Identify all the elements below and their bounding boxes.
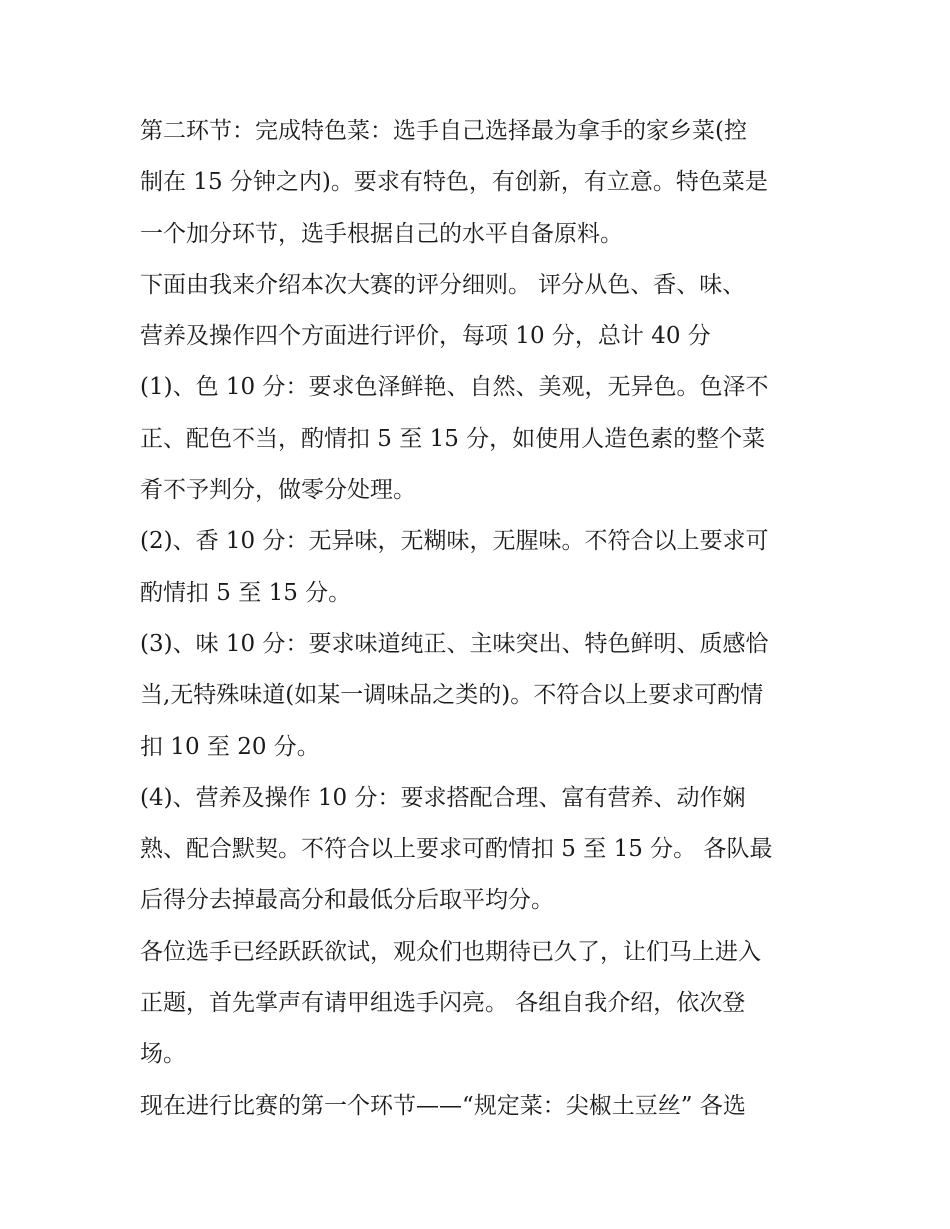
text-line: 当,无特殊味道(如某一调味品之类的)。不符合以上要求可酌情 — [140, 682, 764, 709]
text-line: 下面由我来介绍本次大赛的评分细则。 评分从色、香、味、 — [140, 271, 746, 298]
text-line: 正题，首先掌声有请甲组选手闪亮。 各组自我介绍，依次登 — [140, 990, 746, 1017]
text-line: 一个加分环节，选手根据自己的水平自备原料。 — [140, 220, 623, 247]
text-line: (1)、色 10 分：要求色泽鲜艳、自然、美观，无异色。色泽不 — [140, 374, 769, 401]
text-line: 现在进行比赛的第一个环节——“规定菜：尖椒土豆丝” 各选 — [140, 1092, 746, 1119]
text-line: 正、配色不当，酌情扣 5 至 15 分，如使用人造色素的整个菜 — [140, 425, 766, 452]
text-line: 场。 — [140, 1041, 186, 1068]
text-line: 酌情扣 5 至 15 分。 — [140, 579, 352, 606]
text-line: 熟、配合默契。不符合以上要求可酌情扣 5 至 15 分。 各队最 — [140, 836, 773, 863]
text-line: 扣 10 至 20 分。 — [140, 733, 320, 760]
document-body — [140, 106, 815, 1132]
text-line: 各位选手已经跃跃欲试，观众们也期待已久了，让们马上进入 — [140, 938, 761, 965]
text-line: (4)、营养及操作 10 分：要求搭配合理、富有营养、动作娴 — [140, 784, 746, 811]
text-line: 营养及操作四个方面进行评价，每项 10 分，总计 40 分 — [140, 323, 711, 350]
text-line: 后得分去掉最高分和最低分后取平均分。 — [140, 887, 554, 914]
text-line: 第二环节：完成特色菜：选手自己选择最为拿手的家乡菜(控 — [140, 118, 747, 144]
text-line: 肴不予判分，做零分处理。 — [140, 477, 416, 504]
text-line: (2)、香 10 分：无异味，无糊味，无腥味。不符合以上要求可 — [140, 528, 769, 555]
text-line: 制在 15 分钟之内)。要求有特色，有创新，有立意。特色菜是 — [140, 169, 768, 196]
text-line: (3)、味 10 分：要求味道纯正、主味突出、特色鲜明、质感恰 — [140, 630, 769, 657]
